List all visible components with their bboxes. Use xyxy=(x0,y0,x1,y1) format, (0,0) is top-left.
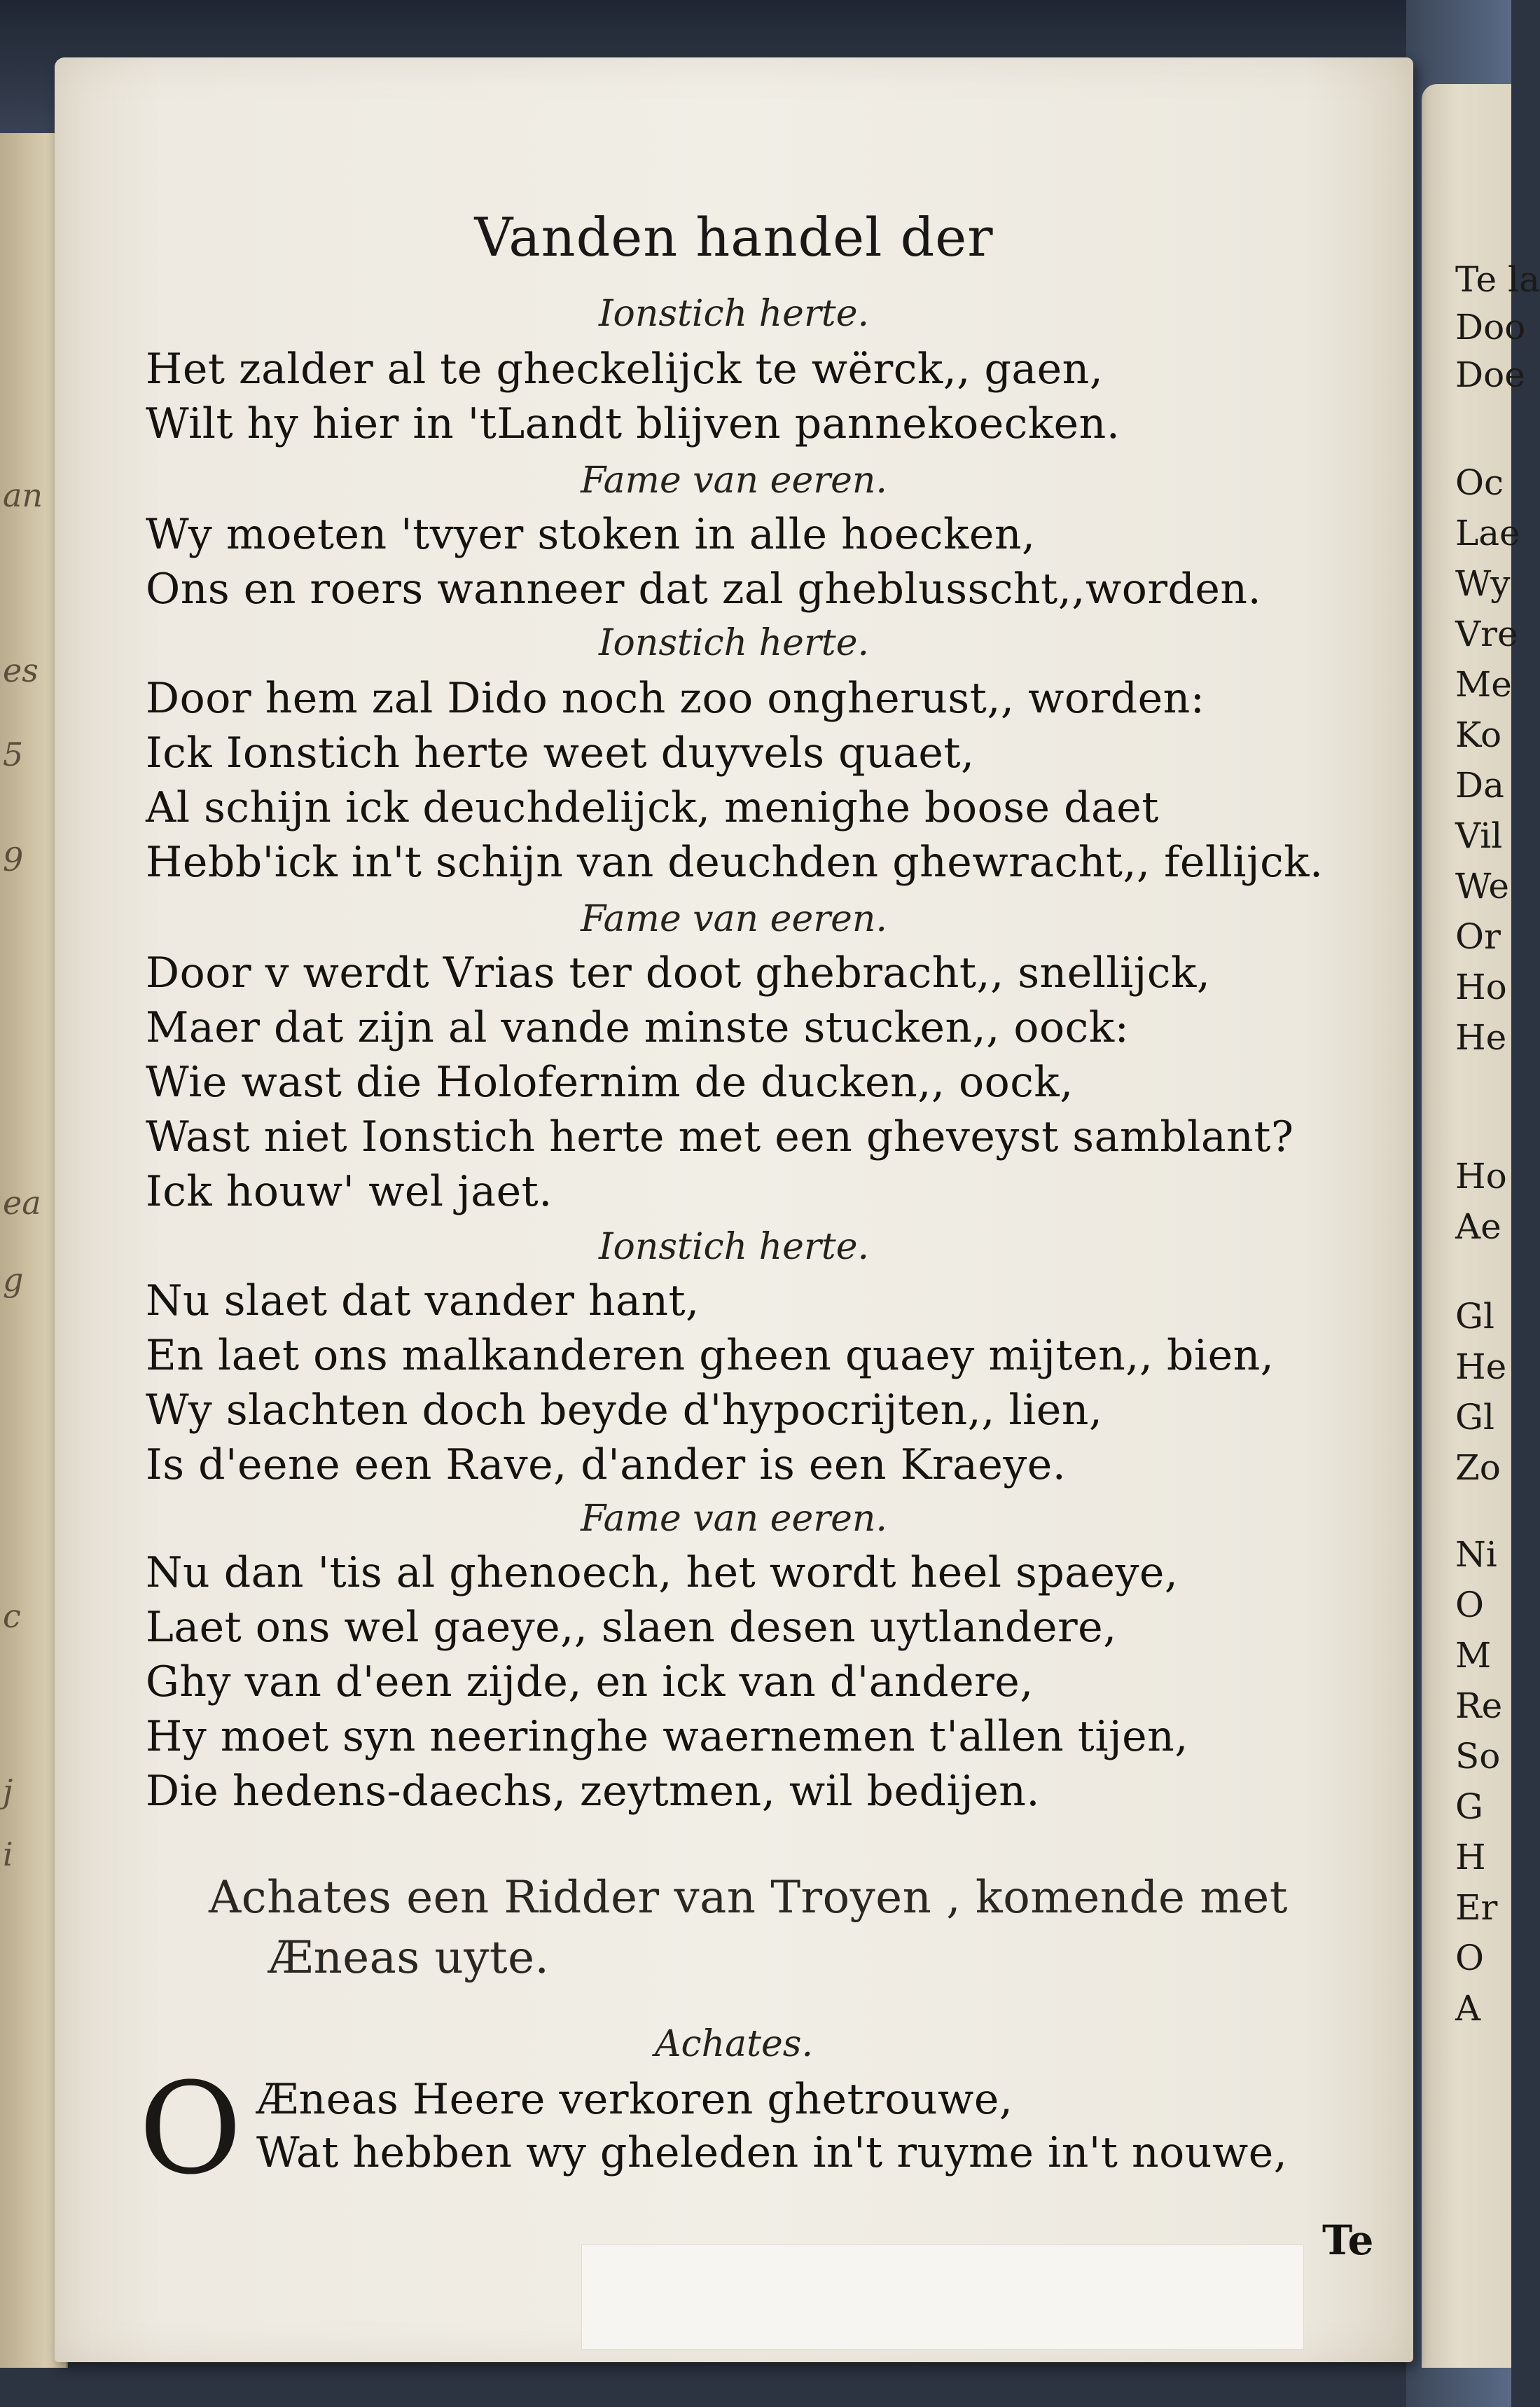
stage-direction: Æneas uyte. xyxy=(268,1932,550,1984)
verse-line: Is d'eene een Rave, d'ander is een Kraeye. xyxy=(146,1440,1067,1489)
next-page-fragment: Gl xyxy=(1455,1397,1494,1437)
next-page-fragment: Ko xyxy=(1455,715,1502,755)
next-page-fragment: Lae xyxy=(1455,513,1520,553)
next-page-fragment: Re xyxy=(1455,1685,1503,1726)
next-page-fragment: Oc xyxy=(1455,462,1504,503)
paper-label-patch xyxy=(581,2244,1304,2350)
verse-line: Ghy van d'een zijde, en ick van d'andere, xyxy=(146,1657,1034,1706)
margin-fragment: ea xyxy=(3,1184,41,1222)
drop-capital: O xyxy=(139,2056,242,2202)
next-page-fragment: So xyxy=(1455,1736,1501,1777)
verse-line: Wie wast die Holofernim de ducken,, oock, xyxy=(146,1058,1074,1107)
next-page-fragment: Ni xyxy=(1455,1534,1497,1575)
speaker-label: Ionstich herte. xyxy=(598,293,869,335)
next-page-fragment: H xyxy=(1455,1837,1486,1877)
next-page-fragment: Wy xyxy=(1455,563,1511,604)
verse-line: Æneas Heere verkoren ghetrouwe, xyxy=(256,2075,1013,2124)
margin-fragment: i xyxy=(3,1835,13,1873)
verse-line: Ick Ionstich herte weet duyvels quaet, xyxy=(146,729,975,778)
next-page-fragment: Vil xyxy=(1455,815,1503,856)
verse-line: Wast niet Ionstich herte met een gheveyst samblant? xyxy=(146,1112,1294,1161)
verse-line: Al schijn ick deuchdelijck, menighe boose daet xyxy=(146,783,1159,832)
verse-line: Nu slaet dat vander hant, xyxy=(146,1276,700,1325)
verse-line: Wilt hy hier in 'tLandt blijven pannekoecken. xyxy=(146,399,1121,448)
next-page-fragment: Gl xyxy=(1455,1296,1494,1337)
next-page-fragment: Ho xyxy=(1455,1156,1507,1196)
next-page-edge xyxy=(1422,84,1540,2368)
margin-fragment: j xyxy=(3,1772,13,1810)
stage-direction: Achates een Ridder van Troyen , komende met xyxy=(209,1872,1288,1924)
verse-line: Hebb'ick in't schijn van deuchden ghewracht,, fellijck. xyxy=(146,838,1324,887)
next-page-fragment: Or xyxy=(1455,916,1501,957)
verse-line: Wat hebben wy gheleden in't ruyme in't nouwe, xyxy=(256,2128,1288,2177)
next-page-fragment: M xyxy=(1455,1635,1492,1676)
next-page-fragment: He xyxy=(1455,1017,1507,1058)
next-page-fragment: We xyxy=(1455,866,1509,906)
next-page-fragment: Vre xyxy=(1455,614,1518,654)
margin-fragment: g xyxy=(3,1261,24,1299)
verse-line: Laet ons wel gaeye,, slaen desen uytlandere, xyxy=(146,1603,1117,1652)
running-header: Vanden handel der xyxy=(474,206,994,268)
speaker-label: Ionstich herte. xyxy=(598,1226,869,1268)
next-page-fragment: O xyxy=(1455,1938,1484,1978)
next-page-fragment: Doe xyxy=(1455,354,1525,395)
verse-line: Ons en roers wanneer dat zal gheblusscht,,worden. xyxy=(146,565,1262,614)
next-page-fragment: G xyxy=(1455,1786,1483,1827)
next-page-fragment: Zo xyxy=(1455,1447,1501,1488)
verse-line: Maer dat zijn al vande minste stucken,, oock: xyxy=(146,1003,1130,1052)
speaker-label: Ionstich herte. xyxy=(598,622,869,664)
verse-line: En laet ons malkanderen gheen quaey mijten,, bien, xyxy=(146,1331,1275,1380)
margin-fragment: an xyxy=(3,476,43,514)
margin-fragment: 9 xyxy=(3,841,24,878)
catchword: Te xyxy=(1322,2216,1374,2264)
next-page-fragment: Doo xyxy=(1455,307,1526,347)
margin-fragment: 5 xyxy=(3,736,24,773)
next-page-fragment: He xyxy=(1455,1346,1507,1387)
next-page-fragment: Da xyxy=(1455,765,1504,806)
next-page-fragment: Er xyxy=(1455,1887,1498,1928)
verse-line: Wy slachten doch beyde d'hypocrijten,, lien, xyxy=(146,1386,1103,1435)
next-page-fragment: Te la xyxy=(1455,259,1540,300)
verse-line: Ick houw' wel jaet. xyxy=(146,1167,553,1216)
book-page xyxy=(55,57,1413,2362)
next-page-fragment: Ae xyxy=(1455,1206,1501,1247)
speaker-label: Fame van eeren. xyxy=(581,1498,887,1540)
verse-line: Het zalder al te gheckelijck te wërck,, gaen, xyxy=(146,345,1104,394)
verse-line: Nu dan 'tis al ghenoech, het wordt heel spaeye, xyxy=(146,1548,1179,1597)
speaker-label: Fame van eeren. xyxy=(581,898,887,940)
next-page-fragment: Me xyxy=(1455,664,1512,705)
next-page-fragment: Ho xyxy=(1455,967,1507,1007)
next-page-fragment: A xyxy=(1455,1988,1481,2029)
speaker-label: Fame van eeren. xyxy=(581,460,887,502)
next-page-fragment: O xyxy=(1455,1585,1484,1625)
margin-fragment: es xyxy=(3,651,39,689)
speaker-label: Achates. xyxy=(654,2023,814,2065)
margin-fragment: c xyxy=(3,1597,21,1635)
verse-line: Door hem zal Dido noch zoo ongherust,, worden: xyxy=(146,674,1205,723)
verse-line: Hy moet syn neeringhe waernemen t'allen tijen, xyxy=(146,1712,1188,1761)
verse-line: Wy moeten 'tvyer stoken in alle hoecken, xyxy=(146,510,1036,559)
verse-line: Die hedens-daechs, zeytmen, wil bedijen. xyxy=(146,1767,1040,1816)
verse-line: Door v werdt Vrias ter doot ghebracht,, snellijck, xyxy=(146,949,1211,998)
